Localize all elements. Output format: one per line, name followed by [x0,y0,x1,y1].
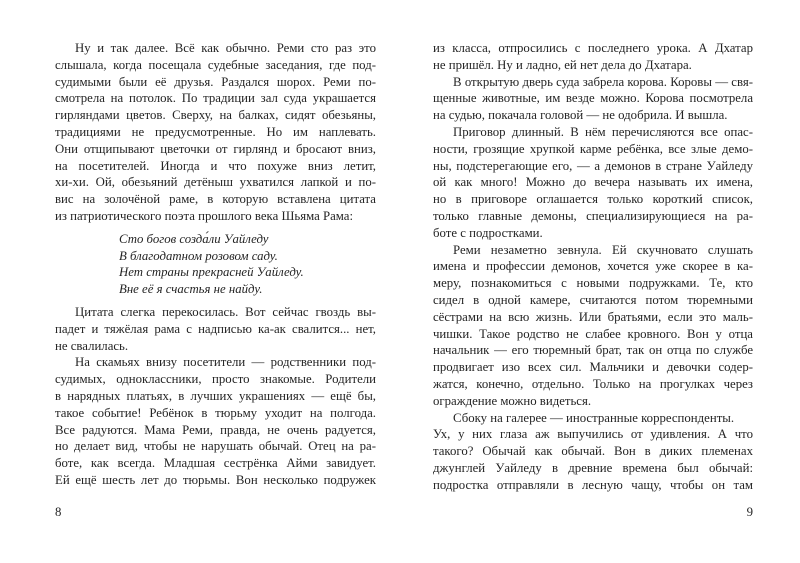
verse-line: Вне её я счастья не найду. [119,282,263,297]
prose-line: Все радуются. Мама Реми, правда, не очень радуется, [55,422,376,437]
prose-line: боте, как всегда. Младшая сестрёнка Айми завидует. [55,456,376,471]
page-number: 9 [746,505,753,519]
left-page [55,40,376,489]
prose-line: судимых, одноклассники, просто знакомые. Родители [55,372,376,387]
prose-line: традициями не предусмотренные. Но им наплевать. [55,124,376,139]
verse-line: Сто богов созда́ли Уайледу [119,231,269,246]
verse-block [119,231,376,298]
prose-line: вис на золочёной раме, в которую вставлена цитата [55,192,376,207]
prose-line: имена и профессии демонов, хочется уже скорее в ка- [433,259,753,274]
prose-line: начальник — его тюремный брат, так он отца по службе [433,343,753,358]
prose-line: Реми незаметно зевнула. Ей скучновато слушать [453,242,753,257]
page-text [433,40,753,494]
prose-line: В открытую дверь суда забрела корова. Коровы — свя- [453,74,753,89]
prose-line: ны, подстерегающие его, — а демонов в стране Уайледу [433,158,753,173]
prose-line: только главные демоны, специализирующиеся на ра- [433,208,753,223]
prose-line: Приговор длинный. В нём перечисляются все опас- [453,124,753,139]
prose-line: гирляндами цветов. Сверху, на балках, сидят обезьяны, [55,108,376,123]
verse-line: Нет страны прекрасней Уайледу. [119,265,304,280]
prose-line: щенные животные, им везде можно. Корова посмотрела [433,91,753,106]
prose-line: подростка отправляли в лесную чащу, чтобы он там [433,477,753,492]
prose-line: в нарядных платьях, в лучших украшениях — ещё бы, [55,388,376,403]
prose-line: Сбоку на галерее — иностранные корреспонденты. [453,410,735,425]
prose-line: не свалилась. [55,338,129,353]
page-number: 8 [55,505,62,519]
prose-line: из класса, отпросились с последнего урока. А Дхатар [433,41,753,55]
prose-line: на посетителей. Иногда и что похуже вниз летит, [55,158,376,173]
prose-line: слышала, когда посещала судебные заседания, где под- [55,57,376,72]
prose-line: продвигает изо всех сил. Мальчики и девочки содер- [433,360,753,375]
prose-line: на судью, покачала головой — не одобрила. И вышла. [433,108,728,123]
prose-line: сёстрами на всю жизнь. Или братьями, если это маль- [433,309,753,324]
prose-line: Цитата слегка перекосилась. Вот сейчас гвоздь вы- [75,304,376,319]
prose-line: Ух, у них глаза аж выпучились от удивления. А что [433,427,753,442]
prose-line: чишки. Такое родство не слабее кровного. Вон у отца [433,326,753,341]
prose-line: Ей ещё шесть лет до тюрьмы. Вон несколько подружек [55,472,376,487]
prose-line: такое событие! Ребёнок в тюрьму уходит на полгода. [55,405,376,420]
prose-line: не пришёл. Ну и ладно, ей нет дела до Дхатара. [433,57,692,72]
prose-line: ой как много! Можно до вечера называть их имена, [433,175,753,190]
prose-line: падет и тяжёлая рама с надписью ка-ак свалится... нет, [55,321,376,336]
prose-line: боте с подростками. [433,225,543,240]
prose-line: Ну и так далее. Всё как обычно. Реми сто раз это [75,41,376,55]
verse-line: В благодатном розовом саду. [119,248,278,263]
prose-line: но в приговоре оглашается только короткий список, [433,192,753,207]
prose-line: хи-хи. Ой, обезьяний детёныш ухватился лапкой и по- [55,175,376,190]
prose-line: Они отщипывают цветочки от гирлянд и бросают вниз, [55,141,376,156]
prose-line: жатся, конечно, отдельно. Только на прогулках через [433,376,753,391]
prose-line: ности, грозящие хрупкой карме ребёнка, все злые демо- [433,141,753,156]
prose-line: сидел в одной камере, считаются потом тюремными [433,292,753,307]
prose-line: смотрела на потолок. По традиции зал суда украшается [55,91,376,106]
prose-line: такого? Обычай как обычай. Вон в диких племенах [433,444,753,459]
page-text [55,40,376,489]
prose-line: ограждение можно видеться. [433,393,592,408]
prose-line: но делает вид, чтобы не нарушать обычай. Отец на ра- [55,439,376,454]
right-page [433,40,753,494]
prose-line: судимыми были её друзья. Раздался шорох. Реми по- [55,74,376,89]
prose-line: джунглей Уайледу в древние времена был обычай: [433,460,753,475]
prose-line: из патриотического поэта прошлого века Шьяма Рама: [55,208,354,223]
prose-line: На скамьях внизу посетители — родственники под- [75,355,376,370]
prose-line: меру, познакомиться с новыми подружками. Те, кто [433,276,753,291]
